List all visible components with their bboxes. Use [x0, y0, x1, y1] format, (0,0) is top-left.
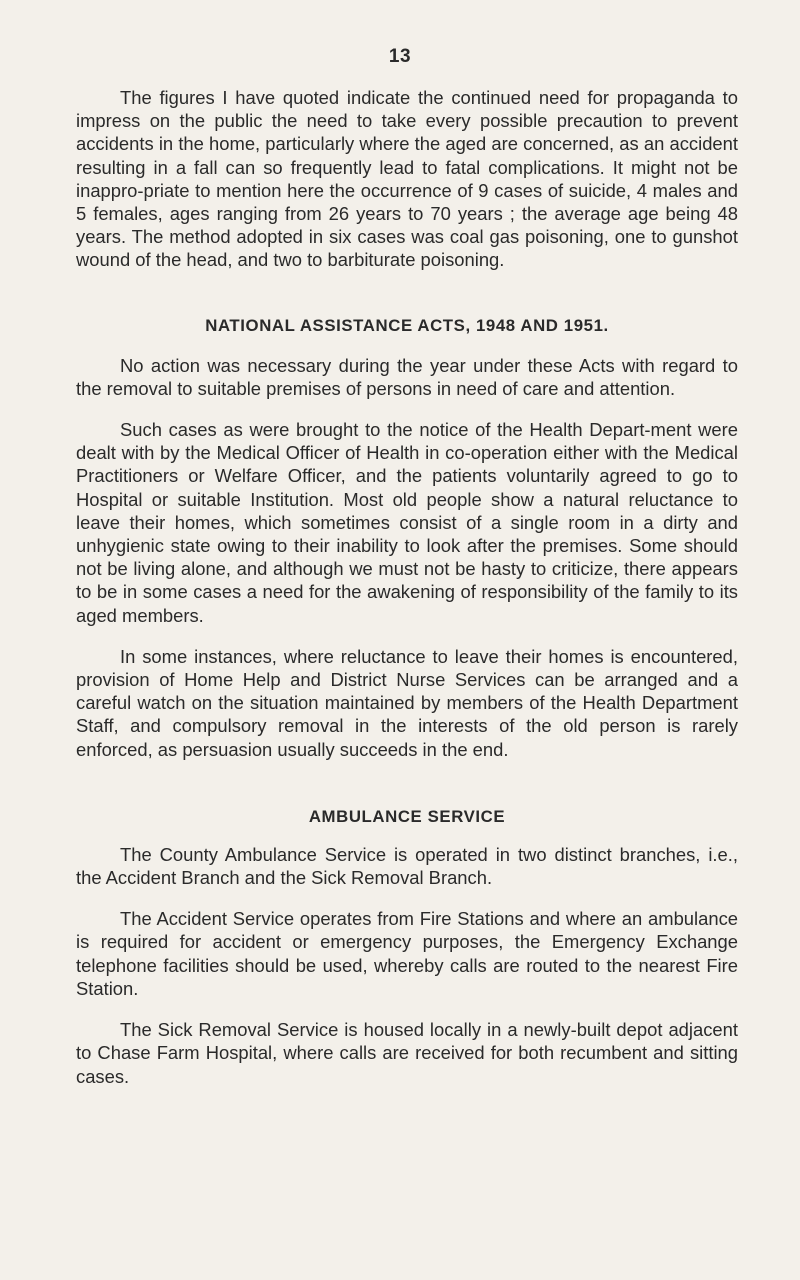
national-assistance-paragraph: In some instances, where reluctance to leave their homes is encountered, provision of Home Help and District Nurse Services can be arranged and a careful watch on the situation maintained by members of the Health Department Staff, and compulsory removal in the interests of the old person is rarely enforced, as persuasion usually succeeds in the end.: [76, 645, 738, 760]
ambulance-paragraph: The Accident Service operates from Fire Stations and where an ambulance is required for accident or emergency purposes, the Emergency Exchange telephone facilities should be used, whereby calls are routed to the nearest Fire Station.: [76, 908, 738, 999]
intro-paragraph: The figures I have quoted indicate the continued need for propaganda to impress on the public the need to take every possible precaution to prevent accidents in the home, particularly where the aged are concerned, as an accident resulting in a fall can so frequently lead to fatal complications. It might not be inappro-priate to mention here the occurrence of 9 cases of suicide, 4 males and 5 females, ages ranging from 26 years to 70 years ; the average age being 48 years. The method adopted in six cases was coal gas poisoning, one to gunshot wound of the head, and two to barbiturate poisoning.: [76, 87, 738, 271]
ambulance-service-heading: AMBULANCE SERVICE: [308, 806, 506, 826]
national-assistance-paragraph: No action was necessary during the year under these Acts with regard to the removal to suitable premises of persons in need of care and attention.: [76, 354, 738, 399]
national-assistance-paragraph: Such cases as were brought to the notice of the Health Depart-ment were dealt with by the Medical Officer of Health in co-operation either with the Medical Practitioners or Welfare Officer, and the patients voluntarily agreed to go to Hospital or suitable Institution. Most old people show a natural reluctance to leave their homes, which sometimes consist of a single room in a dirty and unhygienic state owing to their inability to look after the premises. Some should not be living alone, and although we must not be hasty to criticize, there appears to be in some cases a need for the awakening of responsibility of the family to its aged members.: [76, 419, 738, 626]
page-content: [76, 86, 738, 1088]
ambulance-paragraph: The Sick Removal Service is housed locally in a newly-built depot adjacent to Chase Farm Hospital, where calls are received for both recumbent and sitting cases.: [76, 1019, 738, 1087]
ambulance-paragraph: The County Ambulance Service is operated in two distinct branches, i.e., the Accident Branch and the Sick Removal Branch.: [76, 843, 738, 889]
national-assistance-heading: NATIONAL ASSISTANCE ACTS, 1948 AND 1951.: [205, 315, 609, 335]
page-number: 13: [388, 46, 412, 67]
